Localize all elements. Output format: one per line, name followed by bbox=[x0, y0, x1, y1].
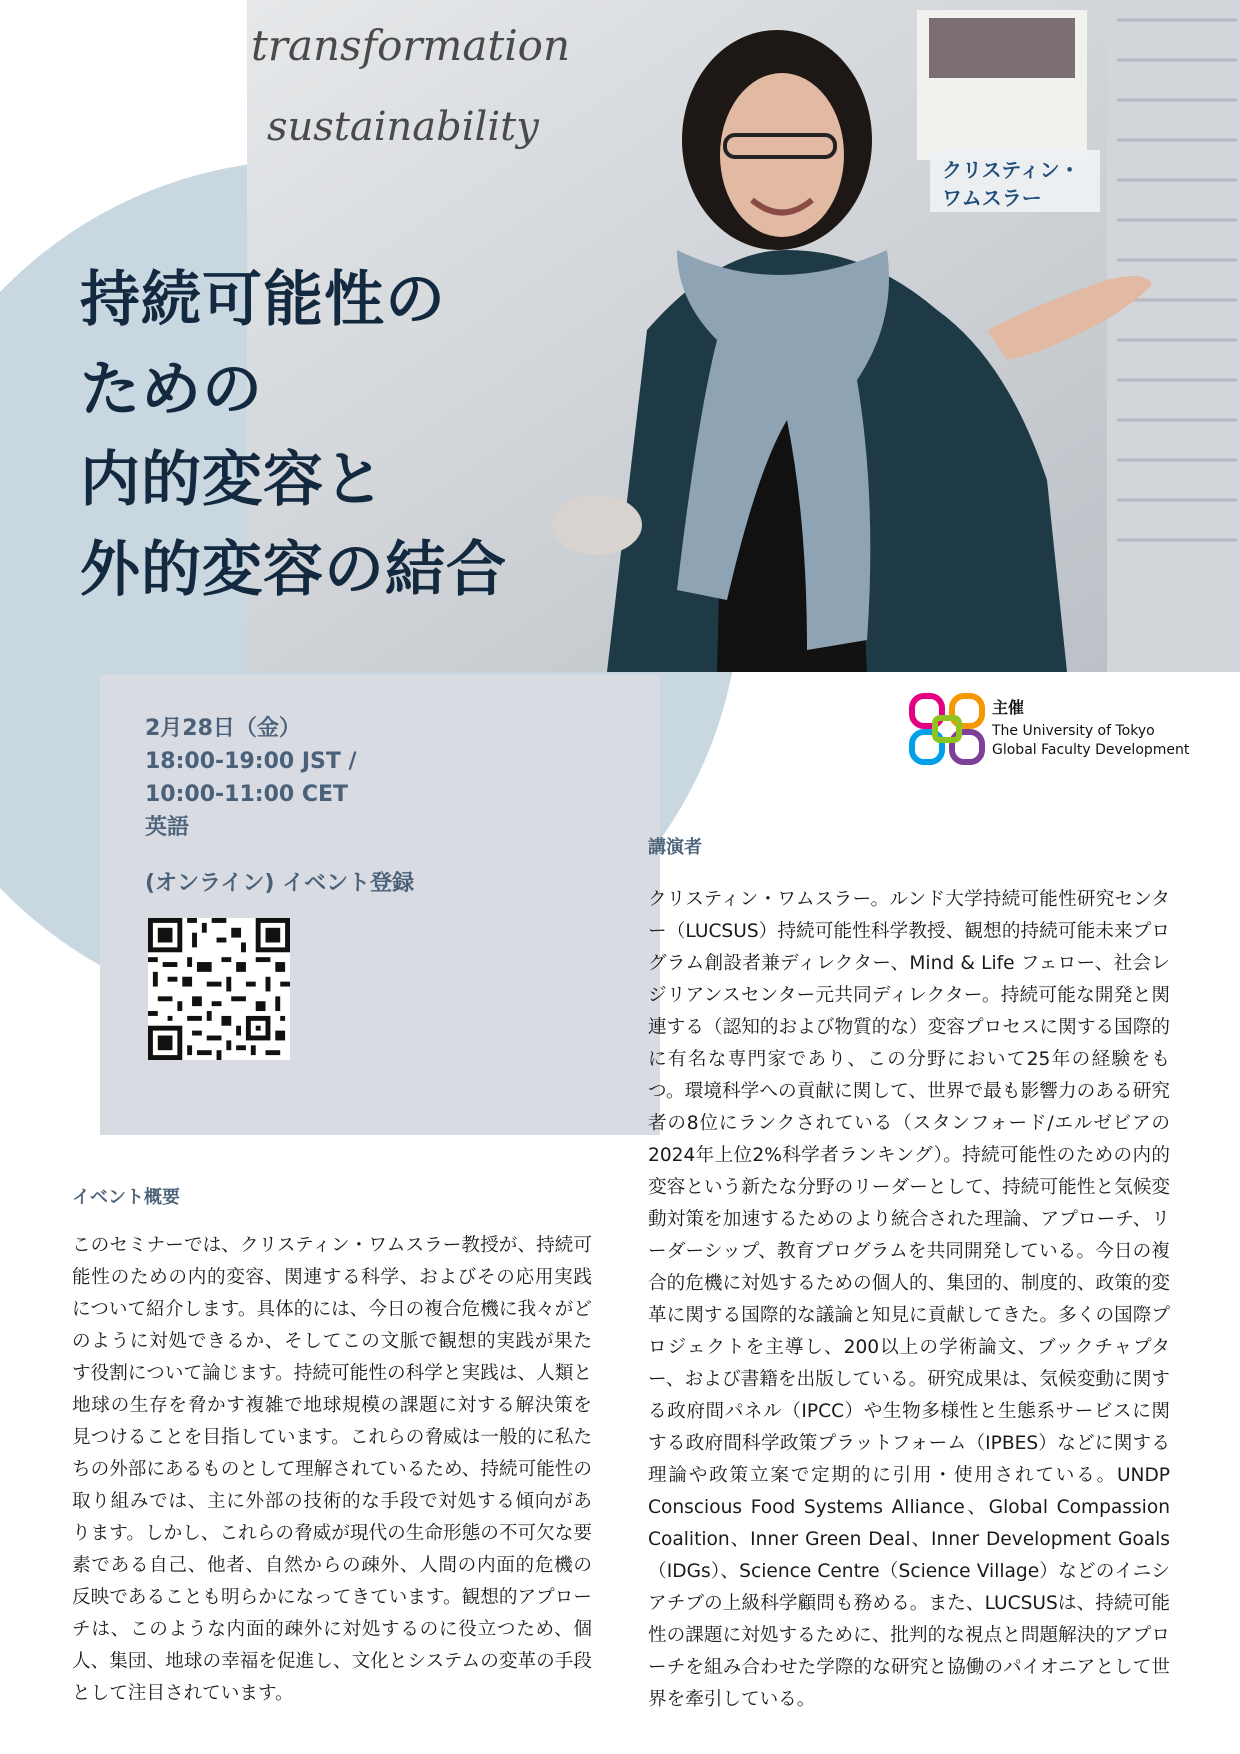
event-date: 2月28日（金） bbox=[145, 716, 301, 741]
organizer-name bbox=[992, 722, 1189, 760]
title-line-2: ための bbox=[80, 355, 263, 425]
gfd-logo-icon bbox=[908, 692, 988, 768]
overview-text: このセミナーでは、クリスティン・ワムスラー教授が、持続可能性のための内的変容、関連する科学、およびその応用実践について紹介します。具体的には、今日の複合危機に我々がどのように対処できるか、そしてこの文脈で観想的実践が果たす役割について論じます。持続可能性の科学と実践は、人類と地球の生存を脅かす複雑で地球規模の課題に対する解決策を見つけることを目指しています。これらの脅威は一般的に私たちの外部にあるものとして理解されているため、持続可能性の取り組みでは、主に外部の技術的な手段で対処する傾向があります。しかし、これらの脅威が現代の生命形態の不可欠な要素である自己、他者、自然からの疎外、人間の内面的危機の反映であることも明らかになってきています。観想的アプローチは、このような内面的疎外に対処するのに役立つため、個人、集団、地球の幸福を促進し、文化とシステムの変革の手段として注目されています。 bbox=[72, 1235, 592, 1704]
organizer-name-line-2: Global Faculty Development bbox=[992, 742, 1190, 758]
event-time-cet: 10:00-11:00 CET bbox=[145, 782, 349, 807]
organizer-name-line-1: The University of Tokyo bbox=[992, 723, 1155, 739]
title-line-4: 外的変容の結合 bbox=[80, 535, 507, 605]
whiteboard-word-1: transformation bbox=[251, 21, 571, 70]
event-details bbox=[145, 712, 565, 844]
title-line-3: 内的変容と bbox=[80, 445, 385, 515]
registration-link[interactable]: (オンライン) イベント登録 bbox=[145, 871, 415, 896]
event-language: 英語 bbox=[145, 815, 190, 840]
organizer-label: 主催 bbox=[992, 698, 1025, 717]
event-title bbox=[80, 255, 720, 615]
whiteboard-word-2: sustainability bbox=[267, 104, 539, 150]
speaker-tag-line-1: クリスティン・ bbox=[942, 158, 1080, 182]
event-time-jst: 18:00-19:00 JST / bbox=[145, 749, 357, 774]
speaker-tag-line-2: ワムスラー bbox=[942, 186, 1042, 210]
speaker-bio: クリスティン・ワムスラー。ルンド大学持続可能性研究センター（LUCSUS）持続可能性科学教授、観想的持続可能未来プログラム創設者兼ディレクター、Mind & Life フェロー、社会レジリアンスセンター元共同ディレクター。持続可能な開発と関連する（認知的および物質的な）変容プロセスに関する国際的に有名な専門家であり、この分野において25年の経験をもつ。環境科学への貢献に関して、世界で最も影響力のある研究者の8位にランクされている（スタンフォード/エルゼビアの2024年上位2%科学者ランキング）。持続可能性のための内的変容という新たな分野のリーダーとして、持続可能性と気候変動対策を加速するためのより統合された理論、アプローチ、リーダーシップ、教育プログラムを共同開発している。今日の複合的危機に対処するための個人的、集団的、制度的、政策的変革に関する国際的な議論と知見に貢献してきた。多くの国際プロジェクトを主導し、200以上の学術論文、ブックチャプター、および書籍を出版している。研究成果は、気候変動に関する政府間パネル（IPCC）や生物多様性と生態系サービスに関する政府間科学政策プラットフォーム（IPBES）などに関する理論や政策立案で定期的に引用・使用されている。UNDP Conscious Food Systems Alliance、Global Compassion Coalition、Inner Green Deal、Inner Development Goals（IDGs）、Science Centre（Science Village）などのイニシアチブの上級科学顧問も務める。また、LUCSUSは、持続可能性の課題に対処するために、批判的な視点と問題解決的アプローチを組み合わせた学際的な研究と協働のパイオニアとして世界を牽引している。 bbox=[648, 889, 1170, 1710]
registration-qr-code[interactable] bbox=[148, 918, 290, 1060]
speaker-heading: 講演者 bbox=[648, 837, 702, 858]
title-line-1: 持続可能性の bbox=[80, 265, 446, 335]
overview-heading: イベント概要 bbox=[72, 1187, 180, 1208]
speaker-name-tag bbox=[930, 150, 1100, 212]
